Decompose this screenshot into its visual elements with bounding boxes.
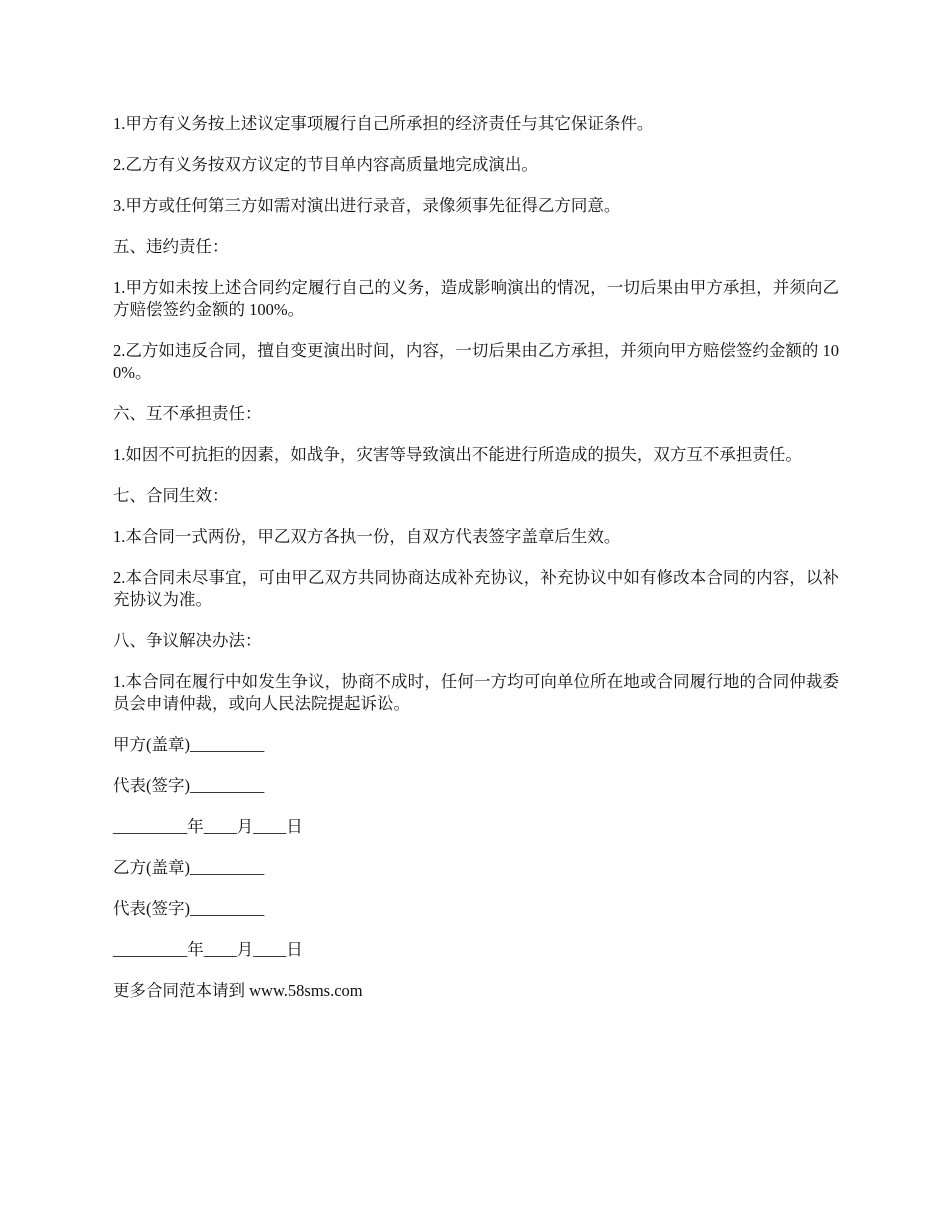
clause-b-obligation: 2.乙方有义务按双方议定的节目单内容高质量地完成演出。 [113, 155, 538, 174]
party-a-seal-line: 甲方(盖章)_________ [113, 735, 265, 754]
party-a-representative-line: 代表(签字)_________ [113, 776, 265, 795]
clause-effective-copies: 1.本合同一式两份，甲乙双方各执一份，自双方代表签字盖章后生效。 [113, 527, 621, 546]
clause-supplementary: 2.本合同未尽事宜，可由甲乙双方共同协商达成补充协议，补充协议中如有修改本合同的内容，以补充协议为准。 [113, 568, 839, 609]
clause-breach-b: 2.乙方如违反合同，擅自变更演出时间，内容，一切后果由乙方承担，并须向甲方赔偿签约金额的 100%。 [113, 341, 839, 382]
section-heading-dispute: 八、争议解决办法： [113, 631, 262, 650]
contract-body [113, 113, 839, 1021]
clause-breach-a: 1.甲方如未按上述合同约定履行自己的义务，造成影响演出的情况，一切后果由甲方承担，并须向乙方赔偿签约金额的 100%。 [113, 278, 839, 319]
party-b-representative-line: 代表(签字)_________ [113, 899, 265, 918]
clause-a-obligation: 1.甲方有义务按上述议定事项履行自己所承担的经济责任与其它保证条件。 [113, 114, 654, 133]
footer-more-templates: 更多合同范本请到 www.58sms.com [113, 981, 363, 1000]
section-heading-effectiveness: 七、合同生效： [113, 486, 229, 505]
section-heading-force-majeure: 六、互不承担责任： [113, 404, 262, 423]
clause-recording-consent: 3.甲方或任何第三方如需对演出进行录音，录像须事先征得乙方同意。 [113, 196, 621, 215]
party-a-date-line: _________年____月____日 [113, 817, 303, 836]
clause-force-majeure: 1.如因不可抗拒的因素，如战争，灾害等导致演出不能进行所造成的损失，双方互不承担责任。 [113, 445, 802, 464]
party-b-date-line: _________年____月____日 [113, 940, 303, 959]
party-b-seal-line: 乙方(盖章)_________ [113, 858, 265, 877]
clause-dispute-resolution: 1.本合同在履行中如发生争议，协商不成时，任何一方均可向单位所在地或合同履行地的合同仲裁委员会申请仲裁，或向人民法院提起诉讼。 [113, 672, 839, 713]
section-heading-breach: 五、违约责任： [113, 237, 229, 256]
